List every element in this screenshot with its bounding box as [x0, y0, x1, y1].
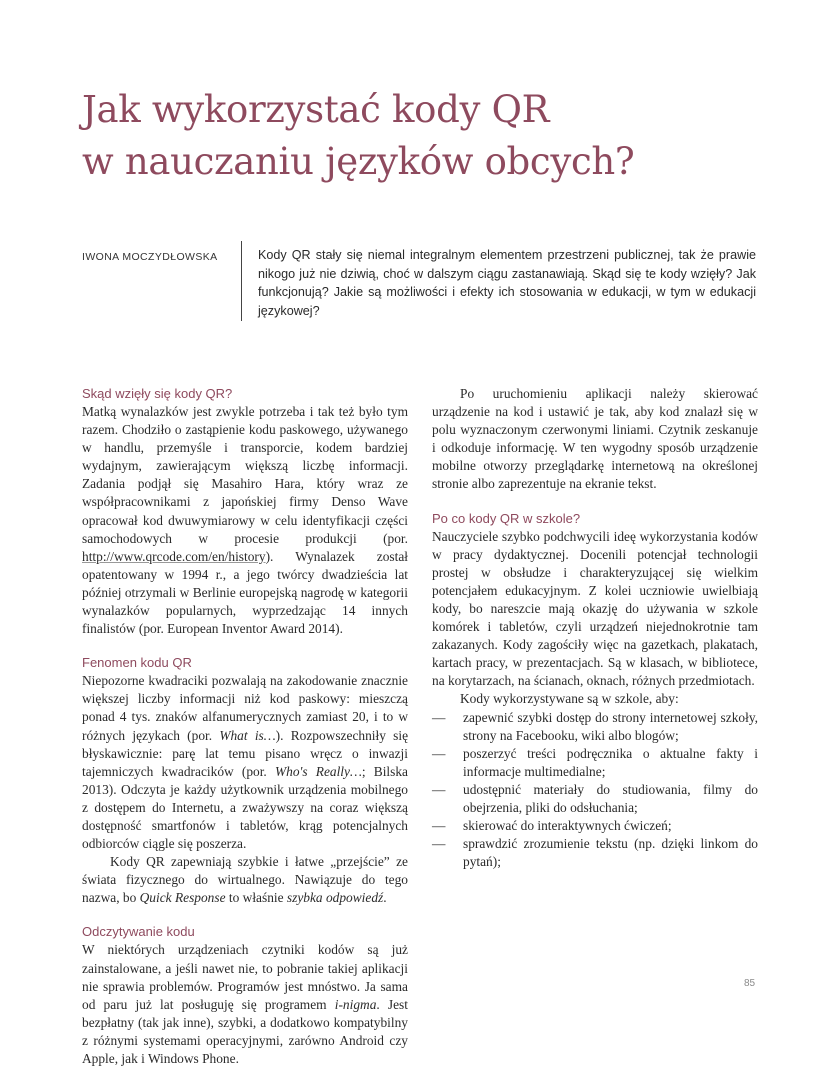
lead-divider: [241, 241, 242, 321]
article-title: [82, 84, 742, 188]
section-heading-origin: Skąd wzięły się kody QR?: [82, 386, 233, 401]
section-heading-reading: Odczytywanie kodu: [82, 924, 195, 940]
lead-paragraph: Kody QR stały się niemal integralnym elementem przestrzeni publicznej, tak że prawie nikogo już nie dziwią, choć w dalszym ciągu zastanawiają. Skąd się te kody wzięły? Jak funkcjonują? Jakie są możliwości i efekty ich stosowania w edukacji, w tym w edukacji językowej?: [258, 248, 756, 318]
section-heading-school: Po co kody QR w szkole?: [432, 510, 581, 526]
paragraph-reading-1: W niektórych urządzeniach czytniki kodów są już zainstalowane, a jeśli nawet nie, to pobranie takiej aplikacji nie sprawia problemów. Programów jest mnóstwo. Ja sama od paru już lat posługuję się programem i-nigma. Jest bezpłatny (tak jak inne), szybki, a dodatkowo kompatybilny z różnymi systemami operacyjnymi, zarówno Android czy Apple, jak i Windows Phone.: [82, 942, 408, 1066]
paragraph-phenomenon-1: Niepozorne kwadraciki pozwalają na zakodowanie znacznie większej liczby informacji niż kod paskowy: mieszczą ponad 4 tys. znaków alfanumerycznych zamiast 20, i to w różnych językach (por. What is…). Rozpowszechniły się błyskawicznie: parę lat temu pisano wręcz o inwazji tajemniczych kwadracików (por. Who's Really…; Bilska 2013). Odczyta je każdy użytkownik urządzenia mobilnego z dostępem do Internetu, a zważywszy na coraz większą dostępność smartfonów i tabletów, krąg potencjalnych odbiorców ciągle się poszerza.: [82, 673, 409, 852]
author-name: IWONA MOCZYDŁOWSKA: [82, 251, 218, 263]
list-item: — poszerzyć treści podręcznika o aktualne fakty i informacje multimedialne;: [432, 745, 758, 781]
paragraph-reading-2: Po uruchomieniu aplikacji należy skierować urządzenie na kod i ustawić je tak, aby kod znalazł się w polu wyznaczonym czerwonymi liniami. Czytnik zeskanuje i odkoduje informację. W ten wygodny sposób urządzenie mobilne otworzy przeglądarkę internetową na określonej stronie albo zaprezentuje na ekranie tekst.: [432, 386, 758, 492]
title-line-2: w nauczaniu języków obcych?: [82, 140, 635, 183]
page-number: 85: [744, 978, 756, 989]
right-column: [432, 385, 758, 871]
list-item: — udostępnić materiały do studiowania, filmy do obejrzenia, pliki do odsłuchania;: [432, 781, 758, 817]
usage-list: [432, 709, 758, 872]
list-item: — zapewnić szybki dostęp do strony internetowej szkoły, strony na Facebooku, wiki albo blogów;: [432, 709, 758, 745]
section-heading-phenomenon: Fenomen kodu QR: [82, 655, 192, 671]
paragraph-phenomenon-2: Kody QR zapewniają szybkie i łatwe „przejście” ze świata fizycznego do wirtualnego. Nawiązuje do tego nazwa, bo Quick Response to właśnie szybka odpowiedź.: [82, 854, 408, 906]
paragraph-school-2: Kody wykorzystywane są w szkole, aby:: [460, 691, 679, 707]
list-item: — skierować do interaktywnych ćwiczeń;: [432, 817, 758, 835]
history-link[interactable]: http://www.qrcode.com/en/history: [82, 548, 266, 564]
paragraph-school-1: Nauczyciele szybko podchwycili ideę wykorzystania kodów w pracy dydaktycznej. Docenili potencjał technologii prostej w obsłudze i charakteryzującej się wielkim potencjałem edukacyjnym. Z kolei uczniowie uwielbiają kody, bo nareszcie mają okazję do używania w szkole komórek i tabletów, czyli urządzeń niejednokrotnie tam zakazanych. Kody zagościły więc na gazetkach, plakatach, kartach pracy, w prezentacjach. Są w klasach, w bibliotece, na korytarzach, na ścianach, oknach, różnych przedmiotach.: [432, 528, 758, 689]
left-column: [82, 385, 408, 1068]
list-item: — sprawdzić zrozumienie tekstu (np. dzięki linkom do pytań);: [432, 835, 758, 871]
paragraph-origin: Matką wynalazków jest zwykle potrzeba i tak też było tym razem. Chodziło o zastąpienie kodu paskowego, używanego w handlu, przemyśle i transporcie, kodem bardziej wydajnym, zawierającym większą liczbę informacji. Zadania podjął się Masahiro Hara, który wraz ze współpracownikami z japońskiej firmy Denso Wave opracował kod dwuwymiarowy w celu identyfikacji części samochodowych w procesie produkcji (por. http://www.qrcode.com/en/history). Wynalazek został opatentowany w 1994 r., a jego twórcy dwadzieścia lat później otrzymali w Berlinie europejską nagrodę w kategorii wynalazków popularnych, wyprzedzając 14 innych finalistów (por. European Inventor Award 2014).: [82, 404, 408, 637]
title-line-1: Jak wykorzystać kody QR: [82, 88, 550, 131]
